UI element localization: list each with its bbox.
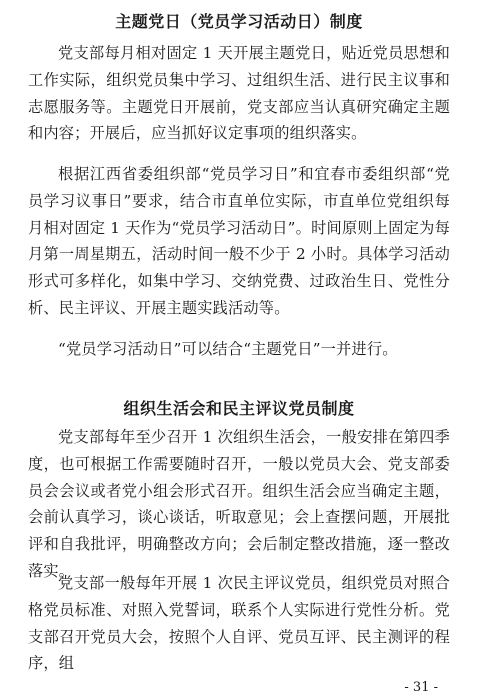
paragraph-theme-party-day-overview: 党支部每月相对固定 1 天开展主题党日，贴近党员思想和工作实际，组织党员集中学习、过组织生活、进行民主议事和志愿服务等。主题党日开展前，党支部应当认真研究确定主题和内容；开展后，应当抓好议定事项的组织落实。	[28, 44, 450, 143]
section-title-theme-party-day: 主题党日（党员学习活动日）制度	[115, 12, 363, 31]
paragraph-combine-with-theme-day: “党员学习活动日”可以结合“主题党日”一并进行。	[58, 340, 398, 358]
paragraph-study-activity-day-rules: 根据江西省委组织部“党员学习日”和宜春市委组织部“党员学习议事日”要求，结合市直单位实际，市直单位党组织每月相对固定 1 天作为“党员学习活动日”。时间原则上固定为每月第一周星期五，活动时间一般不少于 2 小时。具体学习活动形式可多样化，如集中学习、交纳党费、过政治生日、党性分析、民主评议、开展主题实践活动等。	[28, 165, 450, 317]
paragraph-democratic-evaluation: 党支部一般每年开展 1 次民主评议党员，组织党员对照合格党员标准、对照入党誓词，联系个人实际进行党性分析。党支部召开党员大会，按照个人自评、党员互评、民主测评的程序，组	[28, 574, 450, 673]
page-number: - 31 -	[404, 680, 438, 695]
paragraph-organizational-life-meeting: 党支部每年至少召开 1 次组织生活会，一般安排在第四季度，也可根据工作需要随时召开，一般以党员大会、党支部委员会会议或者党小组会形式召开。组织生活会应当确定主题，会前认真学习，谈心谈话，听取意见；会上查摆问题，开展批评和自我批评，明确整改方向；会后制定整改措施，逐一整改落实。	[28, 428, 450, 580]
section-title-organizational-life-meeting: 组织生活会和民主评议党员制度	[123, 399, 355, 418]
